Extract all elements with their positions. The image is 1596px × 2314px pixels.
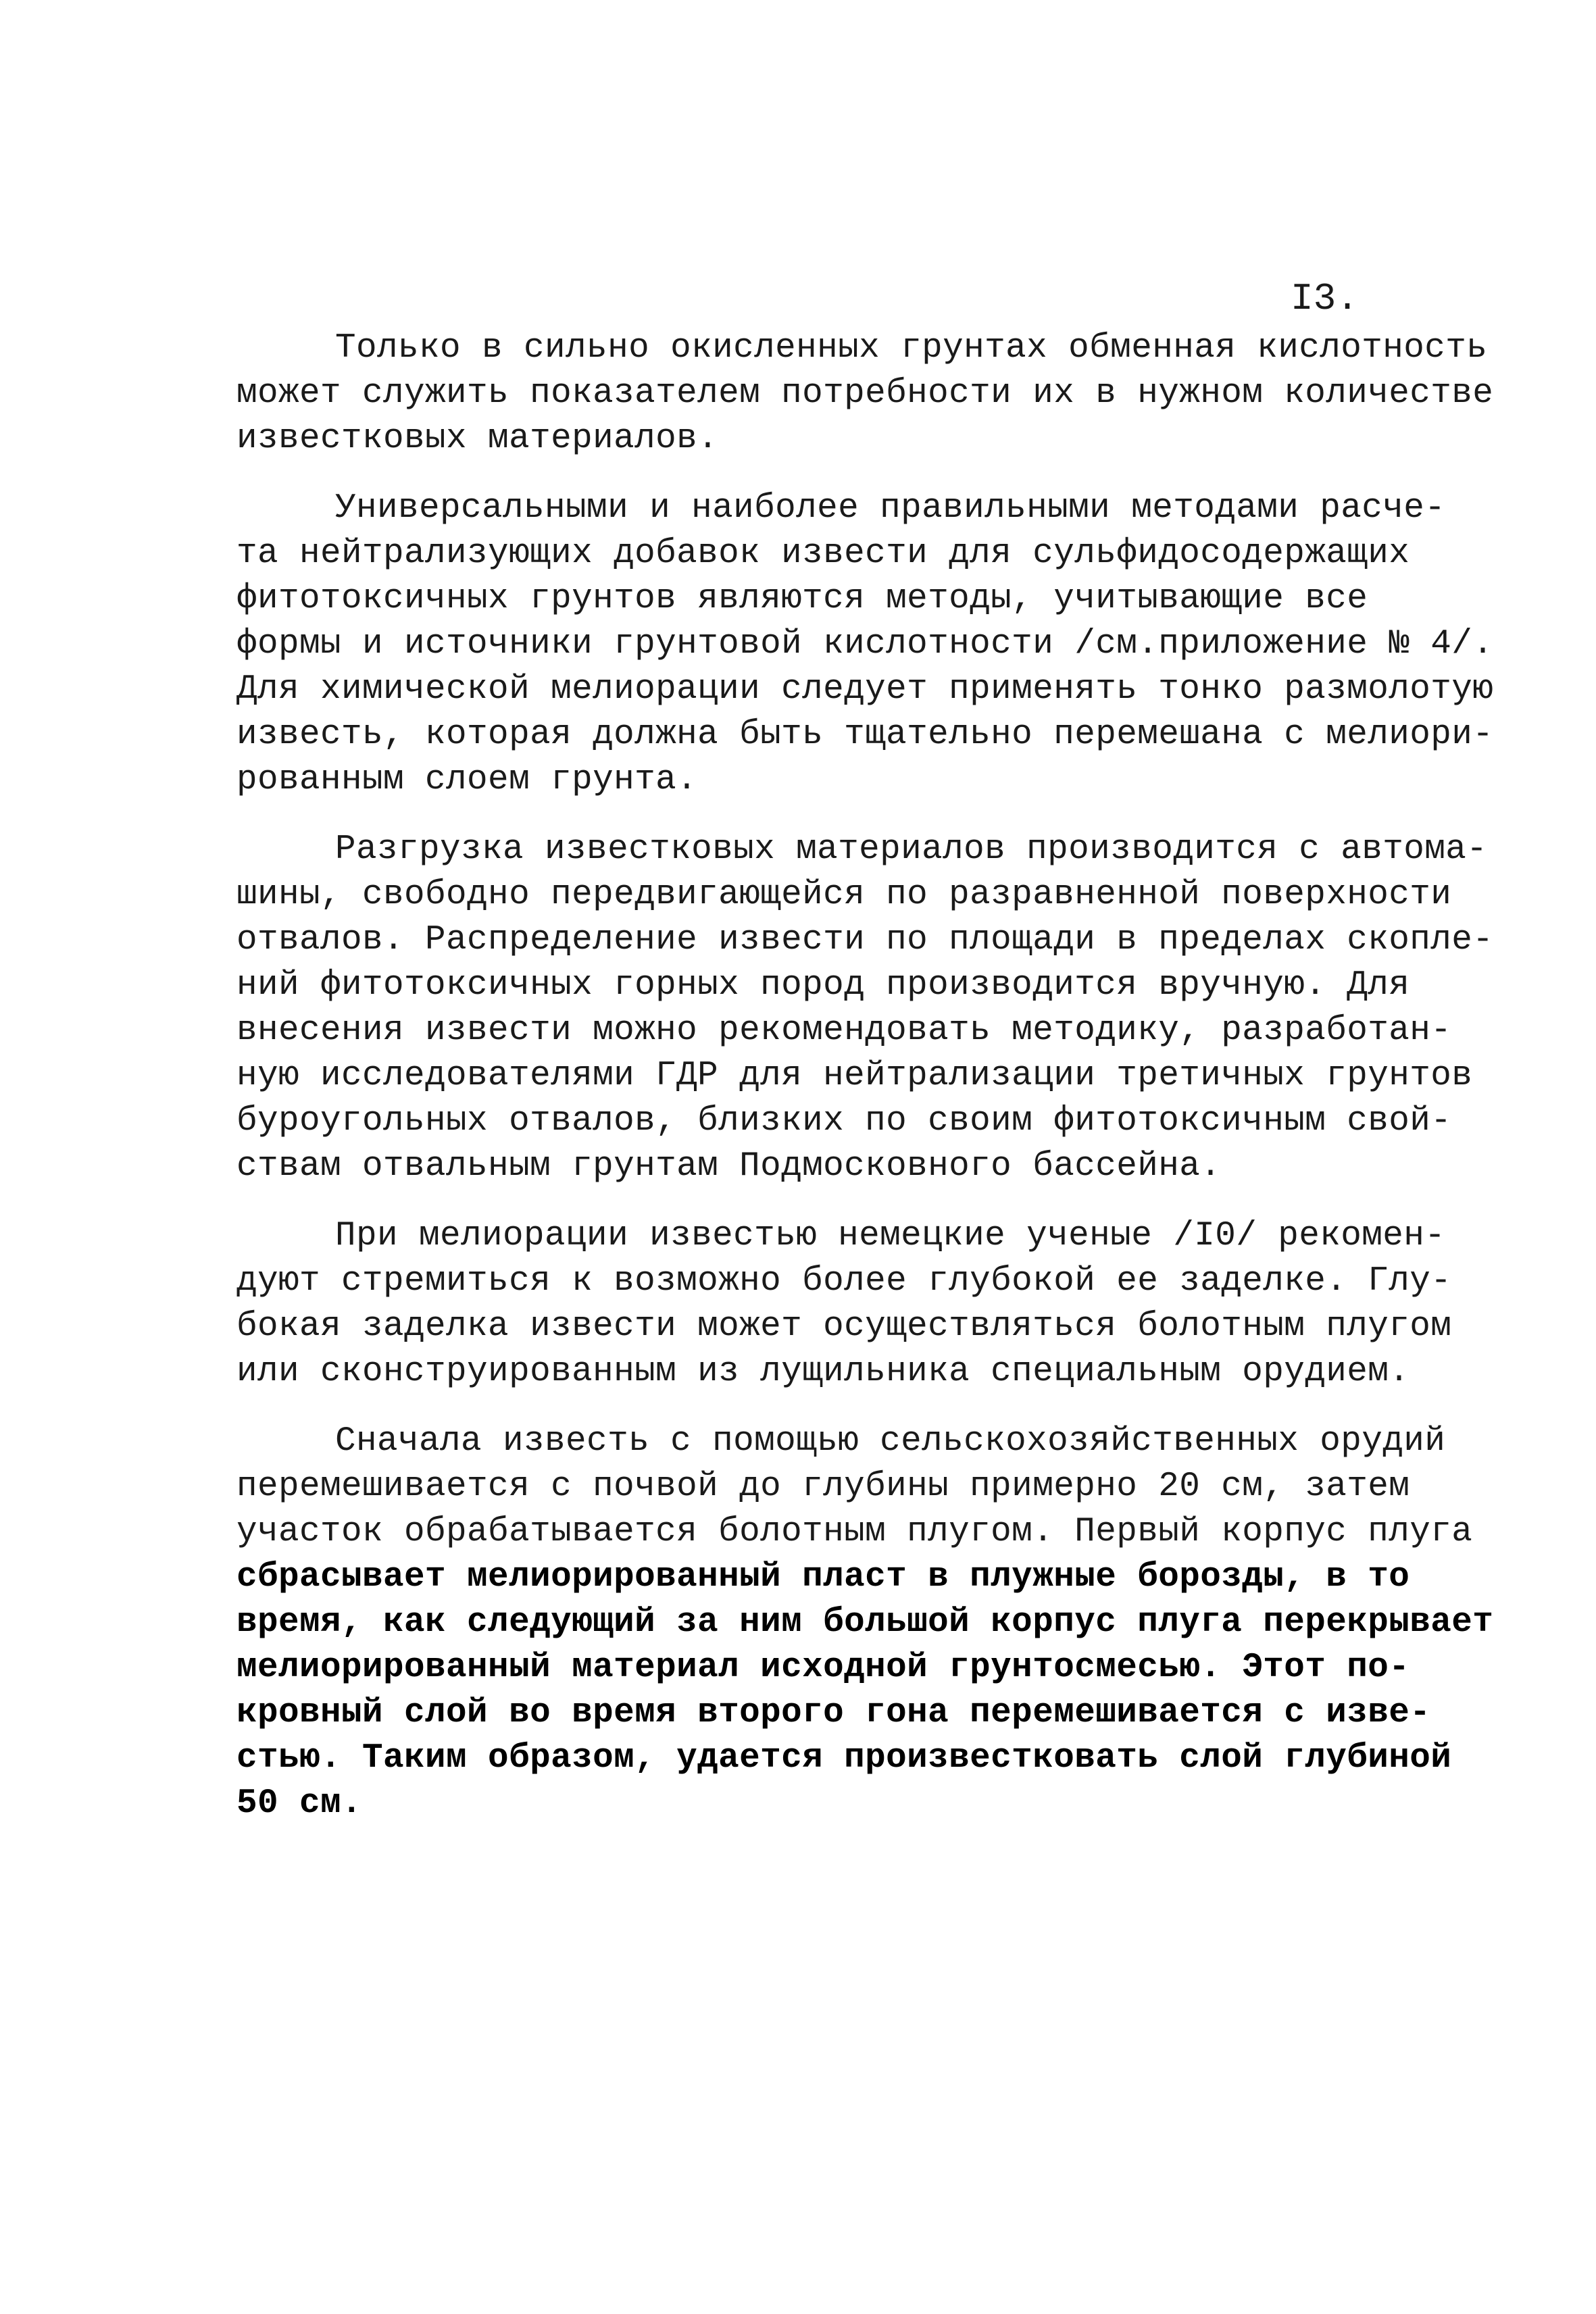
- text-line: может служить показателем потребности их в нужном количестве: [236, 374, 1494, 413]
- text-line: Сначала известь с помощью сельскохозяйственных орудий: [335, 1422, 1446, 1461]
- text-line: перемешивается с почвой до глубины примерно 20 см, затем: [236, 1467, 1410, 1506]
- page-number: I3.: [1291, 277, 1359, 320]
- text-line: дуют стремиться к возможно более глубокой ее заделке. Глу-: [236, 1262, 1452, 1301]
- text-line: ную исследователями ГДР для нейтрализации третичных грунтов: [236, 1057, 1473, 1095]
- text-line: ний фитотоксичных горных пород производится вручную. Для: [236, 966, 1410, 1005]
- text-line: Для химической мелиорации следует применять тонко размолотую: [236, 670, 1494, 709]
- paragraph-3: [236, 827, 1494, 1189]
- text-line: время, как следующий за ним большой корпус плуга перекрывает: [236, 1603, 1494, 1642]
- text-line: мелиорированный материал исходной грунтосмесью. Этот по-: [236, 1649, 1410, 1687]
- text-line: или сконструированным из лущильника специальным орудием.: [236, 1353, 1410, 1391]
- text-line: известь, которая должна быть тщательно перемешана с мелиори-: [236, 715, 1494, 754]
- text-line: ствам отвальным грунтам Подмосковного бассейна.: [236, 1147, 1222, 1186]
- paragraph-1: [236, 326, 1494, 461]
- text-line: сбрасывает мелиорированный пласт в плужные борозды, в то: [236, 1558, 1410, 1596]
- text-line: шины, свободно передвигающейся по разравненной поверхности: [236, 876, 1452, 914]
- paragraph-5: [236, 1419, 1494, 1826]
- text-line: Только в сильно окисленных грунтах обменная кислотность: [335, 329, 1488, 368]
- text-line: стью. Таким образом, удается произвестковать слой глубиной: [236, 1739, 1452, 1778]
- text-line: известковых материалов.: [236, 420, 719, 458]
- text-line: Разгрузка известковых материалов производится с автома-: [335, 830, 1488, 869]
- text-line: фитотоксичных грунтов являются методы, учитывающие все: [236, 580, 1368, 618]
- text-line: внесения извести можно рекомендовать методику, разработан-: [236, 1011, 1452, 1050]
- text-line: формы и источники грунтовой кислотности /см.приложение № 4/.: [236, 625, 1494, 663]
- text-line: бокая заделка извести может осуществляться болотным плугом: [236, 1307, 1452, 1346]
- text-line: кровный слой во время второго гона перемешивается с изве-: [236, 1694, 1431, 1732]
- text-line: При мелиорации известью немецкие ученые /I0/ рекомен-: [335, 1217, 1446, 1255]
- text-line: отвалов. Распределение извести по площади в пределах скопле-: [236, 921, 1494, 959]
- text-line: участок обрабатывается болотным плугом. Первый корпус плуга: [236, 1513, 1473, 1551]
- paragraph-2: [236, 486, 1494, 803]
- text-line: буроугольных отвалов, близких по своим фитотоксичным свой-: [236, 1102, 1452, 1140]
- text-line: Универсальными и наиболее правильными методами расче-: [335, 489, 1446, 528]
- body-text: [236, 326, 1494, 1851]
- paragraph-4: [236, 1213, 1452, 1394]
- text-line: рованным слоем грунта.: [236, 761, 698, 799]
- text-line: 50 см.: [236, 1784, 363, 1823]
- text-line: та нейтрализующих добавок извести для сульфидосодержащих: [236, 534, 1410, 573]
